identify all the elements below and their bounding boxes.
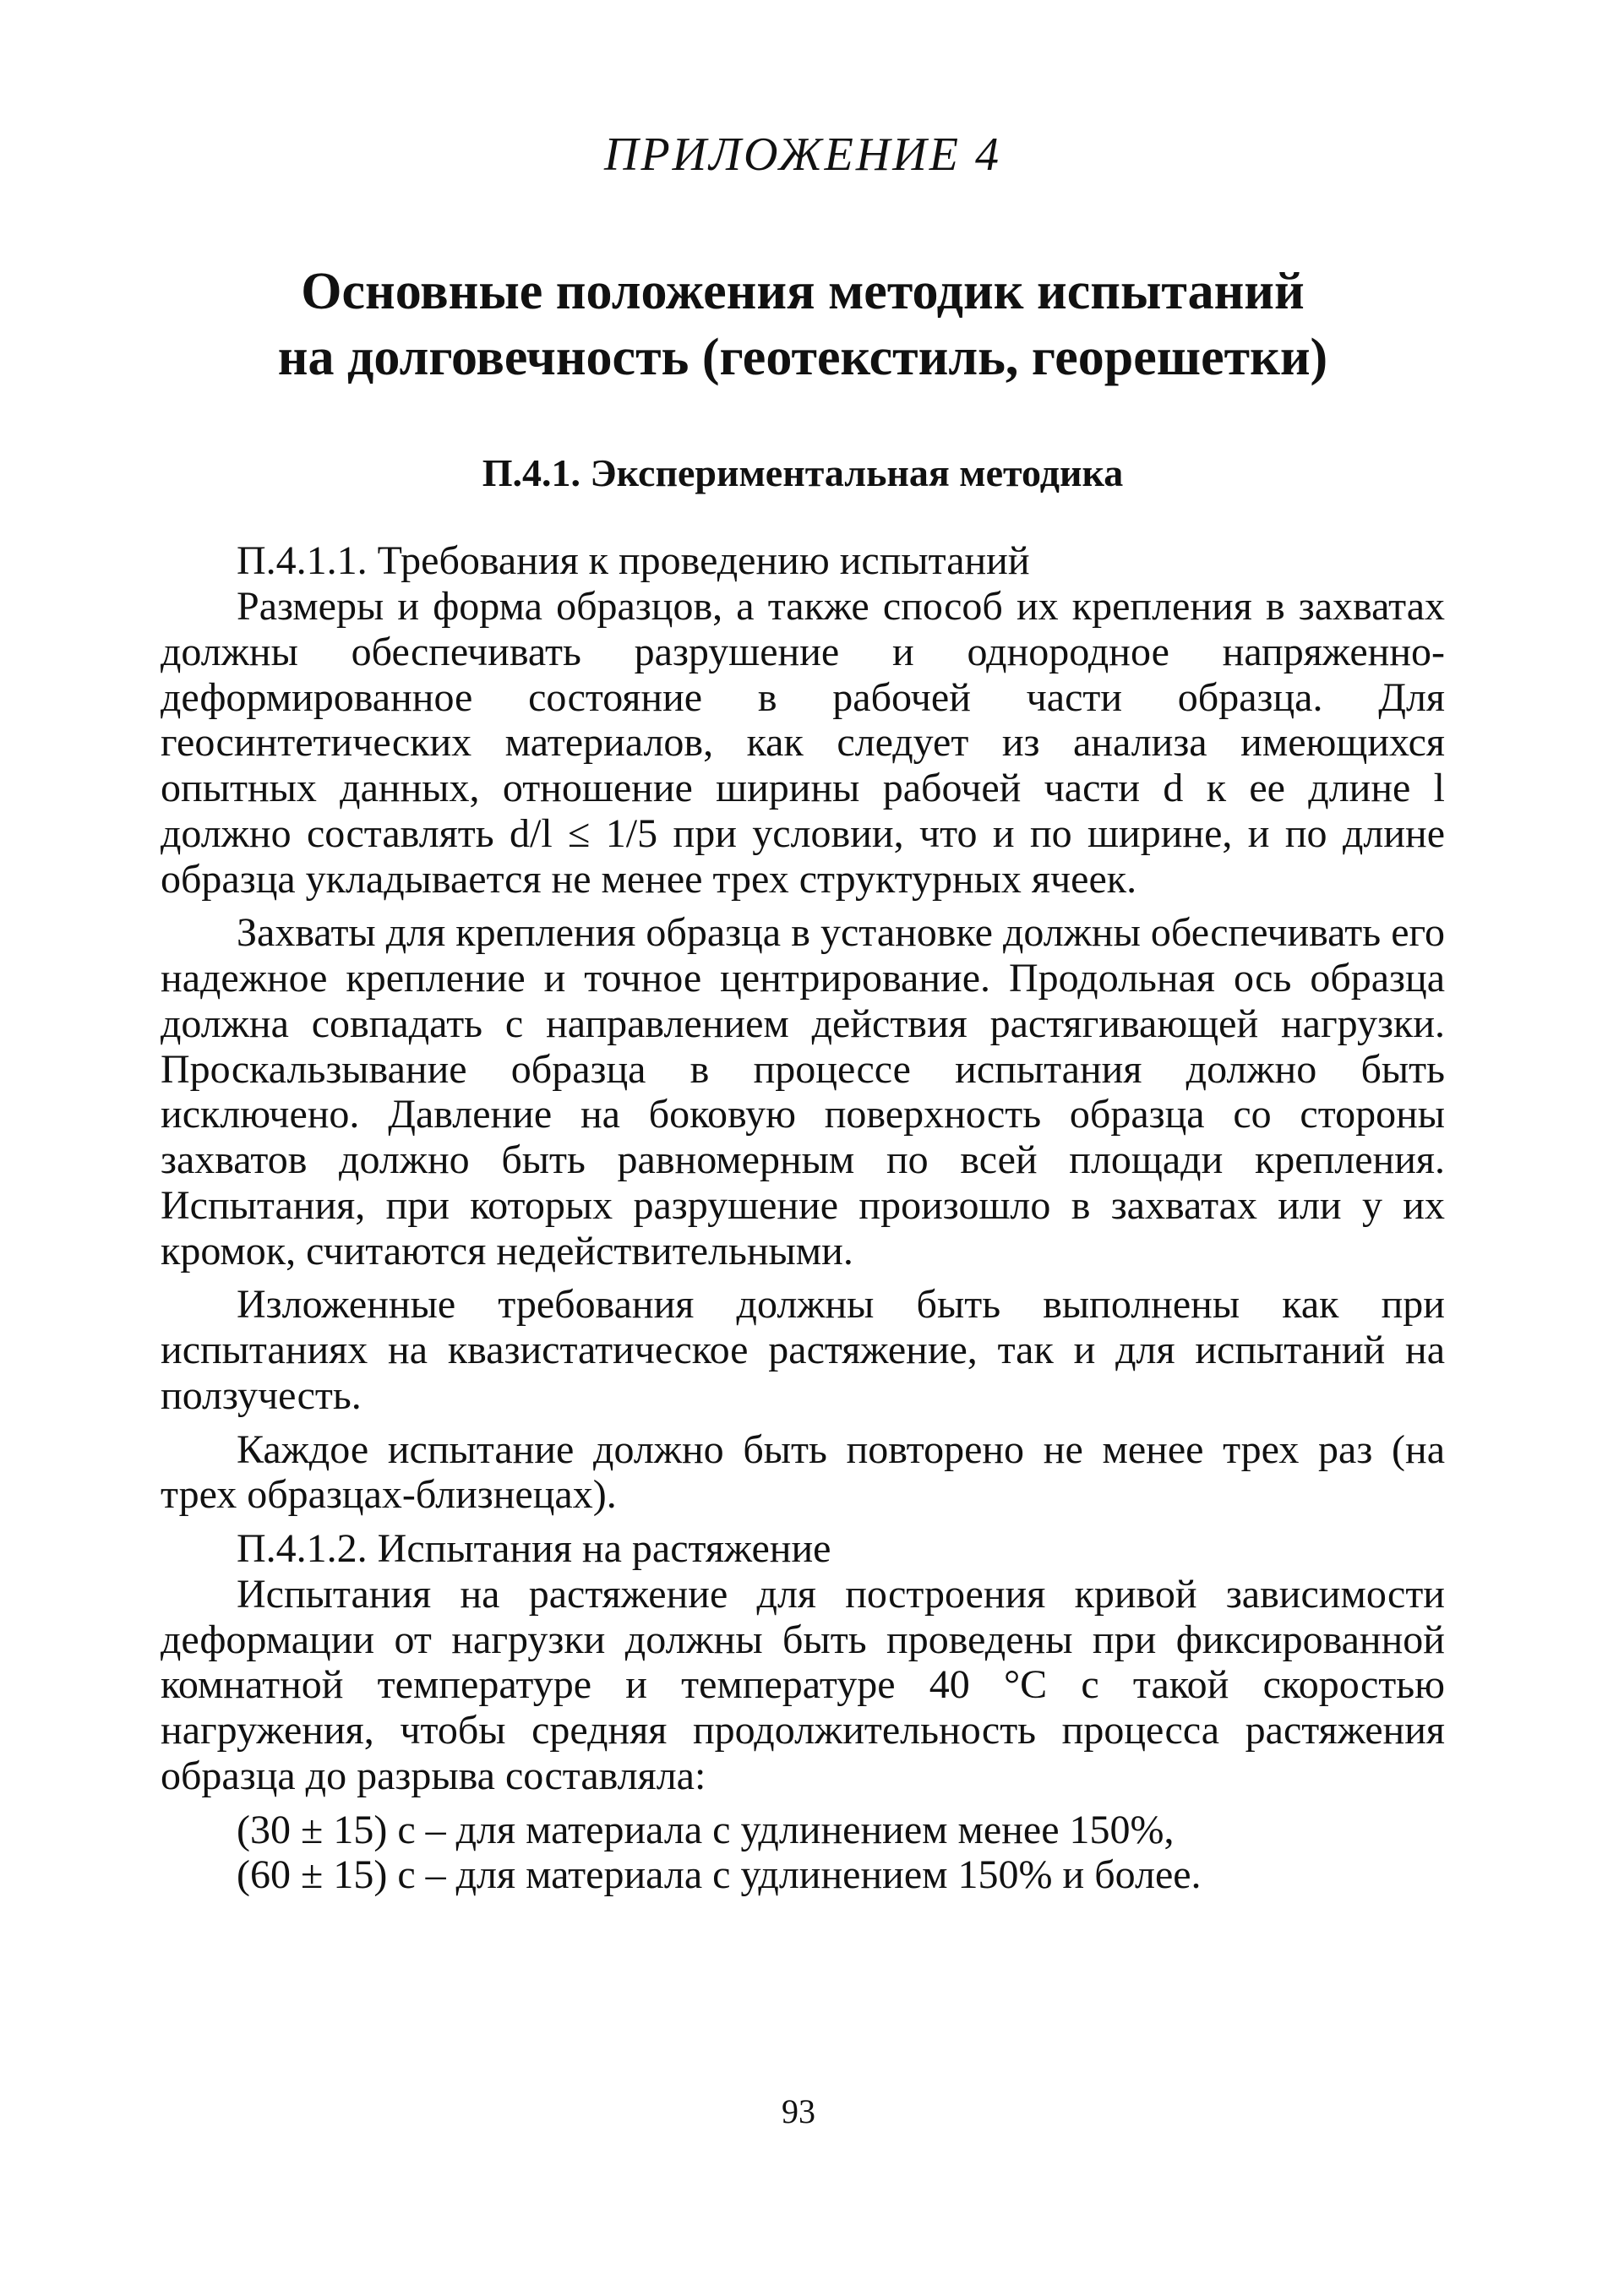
section-heading: П.4.1. Экспериментальная методика	[482, 451, 1124, 495]
document-title	[161, 259, 1445, 390]
title-line-2: на долговечность (геотекстиль, георешетки)	[277, 328, 1328, 386]
paragraph: Изложенные требования должны быть выполнены как при испытаниях на квазистатическое растяжение, так и для испытаний на ползучесть.	[161, 1282, 1445, 1418]
subsection-heading-2: П.4.1.2. Испытания на растяжение	[237, 1526, 831, 1572]
paragraph: Размеры и форма образцов, а также способ их крепления в захватах должны обеспечивать разрушение и однородное напряженно-деформированное состояние в рабочей части образца. Для геосинтетических материалов, как следует из анализа имеющихся опытных данных, отношение ширины рабочей части d к ее длине l должно составлять d/l ≤ 1/5 при условии, что и по ширине, и по длине образца укладывается не менее трех структурных ячеек.	[161, 584, 1445, 902]
formula-line: (30 ± 15) с – для материала с удлинением менее 150%,	[237, 1807, 1175, 1852]
paragraph: Испытания на растяжение для построения кривой зависимости деформации от нагрузки должны быть проведены при фиксированной комнатной температуре и температуре 40 °С с такой скоростью нагружения, чтобы средняя продолжительность процесса растяжения образца до разрыва составляла:	[161, 1571, 1445, 1798]
page-number: 93	[782, 2092, 815, 2130]
paragraph: Каждое испытание должно быть повторено не менее трех раз (на трех образцах-близнецах).	[161, 1426, 1445, 1518]
subsection-heading-1: П.4.1.1. Требования к проведению испытаний	[237, 538, 1030, 584]
appendix-label: ПРИЛОЖЕНИЕ 4	[604, 128, 1001, 181]
document-page	[161, 127, 1445, 1898]
paragraph: Захваты для крепления образца в установке должны обеспечивать его надежное крепление и точное центрирование. Продольная ось образца должна совпадать с направлением действия растягивающей нагрузки. Проскальзывание образца в процессе испытания должно быть исключено. Давление на боковую поверхность образца со стороны захватов должно быть равномерным по всей площади крепления. Испытания, при которых разрушение произошло в захватах или у их кромок, считаются недействительными.	[161, 910, 1445, 1273]
title-line-1: Основные положения методик испытаний	[301, 263, 1305, 321]
formula-line: (60 ± 15) с – для материала с удлинением 150% и более.	[237, 1852, 1202, 1898]
